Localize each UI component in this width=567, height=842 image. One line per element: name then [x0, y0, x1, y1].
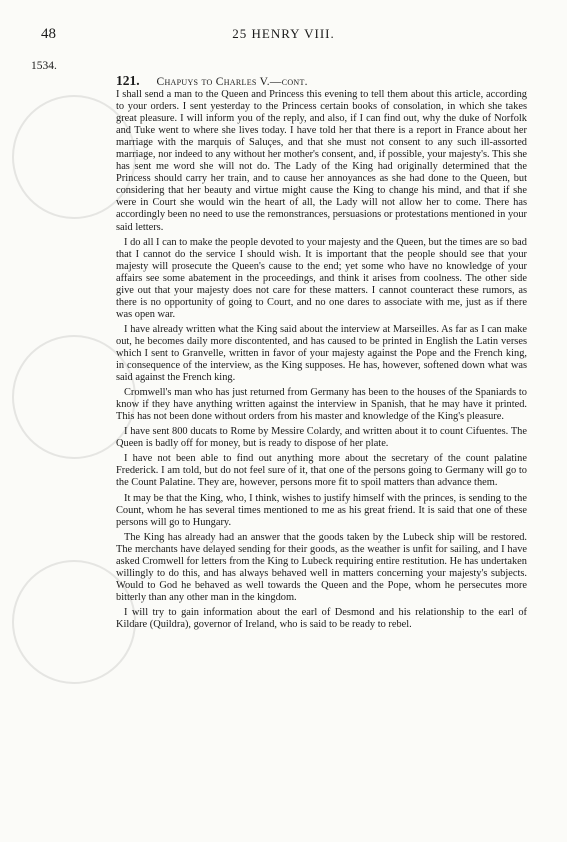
- paragraph: I will try to gain information about the earl of Desmond and his relationship to the earl of Kildare (Quildra), governor of Ireland, who is said to be ready to rebel.: [116, 606, 527, 630]
- paragraph: The King has already had an answer that the goods taken by the Lubeck ship will be restored. The merchants have delayed sending for their goods, as the weather is unfit for sailing, and I have asked Cromwell for letters from the King to Lubeck requiring entire restitution. He has undertaken willingly to do this, and has always behaved well in matters concerning your majesty's subjects. Would to God he behaved as well towards the Queen and the Pope, whom he persecutes more bitterly than any other man in the kingdom.: [116, 531, 527, 603]
- running-head: 25 HENRY VIII.: [232, 26, 335, 41]
- margin-year: 1534.: [31, 60, 57, 72]
- paragraph: I have not been able to find out anything more about the secretary of the count palatine Frederick. I am told, but do not feel sure of it, that one of the persons going to Germany will go to the Count Palatine. They are, however, persons more fit to spoil matters than advance them.: [116, 453, 527, 489]
- paragraph: Cromwell's man who has just returned from Germany has been to the houses of the Spaniards to know if they have anything written against the interview in Spanish, that he may have it printed. This has not been done without orders from his master and knowledge of the King's pleasure.: [116, 387, 527, 423]
- body-text: [116, 89, 527, 634]
- paragraph: I do all I can to make the people devoted to your majesty and the Queen, but the times are so bad that I cannot do the service I should wish. It is important that the people should see that your majesty will prosecute the Queen's cause to the end; yet some who have no knowledge of your affairs see some abatement in the proceedings, and think it arises from coolness. The other side give out that your majesty does not care for these matters. I cannot counteract these rumors, as there is no opportunity of going to Court, and no one dares to associate with me, just as if there was open war.: [116, 236, 527, 320]
- entry-title: Chapuys to Charles V.—cont.: [156, 76, 308, 88]
- paragraph: I have already written what the King said about the interview at Marseilles. As far as I can make out, he becomes daily more discontented, and has caused to be printed in English the Latin verses which I sent to Granvelle, written in favor of your majesty against the Pope and the French king, in consequence of the interview, as the King supposes. He has, however, softened down what was said against the French king.: [116, 323, 527, 384]
- page-number: 48: [41, 26, 56, 42]
- paragraph: It may be that the King, who, I think, wishes to justify himself with the princes, is sending to the Count, whom he has several times mentioned to me as his great friend. It is said that one of these persons will go to Hungary.: [116, 492, 527, 528]
- entry-number: 121.: [116, 73, 140, 88]
- entry-heading: [116, 73, 308, 89]
- paragraph: I have sent 800 ducats to Rome by Messire Colardy, and written about it to count Cifuentes. The Queen is badly off for money, but is ready to dispose of her plate.: [116, 426, 527, 450]
- paragraph: I shall send a man to the Queen and Princess this evening to tell them about this article, according to your orders. I sent yesterday to the Princess certain books of consolation, in which she takes great pleasure. I will inform you of the reply, and also, if I can find out, why the duke of Norfolk and Tuke went to where she lives today. I have told her that there is a report in France about her marriage with the marquis of Saluçes, and that she must not consent to any such ill-assorted marriage, nor indeed to any without her mother's consent, and, if possible, your majesty's. This she has sent me word she will not do. The Lady of the King had originally determined that the Princess should carry her train, and to cause her annoyances as she had done to the Queen, but considering that her beauty and virtue might cause the King to change his mind, and that if she were in Court she would win the heart of all, the Lady will not allow her to come. There has accordingly been no need to use the remonstrances, persuasions or protestations mentioned in your said letters.: [116, 89, 527, 233]
